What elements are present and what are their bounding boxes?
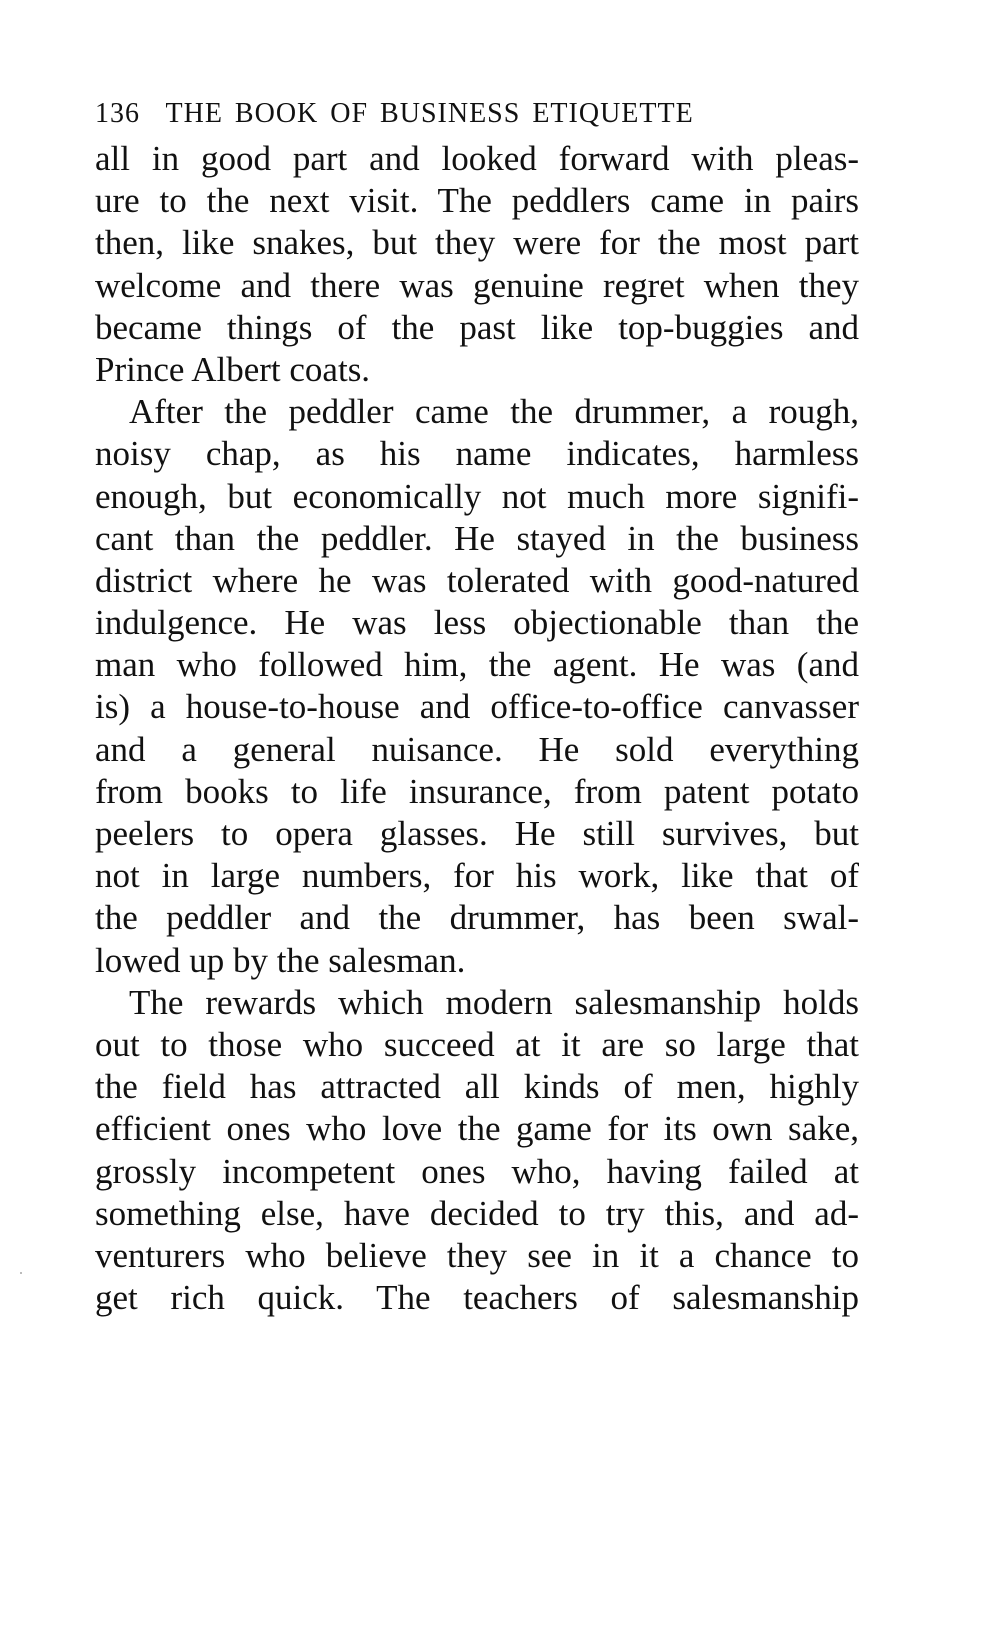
text-line: the peddler and the drummer, has been swal- [95,898,859,938]
text-line: indulgence. He was less objectionable than the [95,603,859,643]
text-line: venturers who believe they see in it a chance to [95,1235,859,1275]
text-line: man who followed him, the agent. He was (and [95,645,859,685]
text-line: something else, have decided to try this, and ad- [95,1193,859,1233]
text-line: from books to life insurance, from patent potato [95,771,859,811]
text-line: and a general nuisance. He sold everything [95,729,859,769]
text-line: out to those who succeed at it are so large that [95,1024,859,1064]
scan-speck [20,1272,22,1274]
text-line: ure to the next visit. The peddlers came in pairs [95,181,859,221]
running-head [95,98,859,138]
page-number: 136 [95,98,140,129]
text-line: welcome and there was genuine regret when they [95,265,859,305]
text-line: cant than the peddler. He stayed in the business [95,518,859,558]
paragraph-3 [95,982,859,1320]
book-page [95,98,859,1319]
paragraph-1 [95,138,859,391]
text-line: efficient ones who love the game for its own sake, [95,1109,859,1149]
text-line: district where he was tolerated with good-natured [95,560,859,600]
text-line: then, like snakes, but they were for the most part [95,223,859,263]
text-line: After the peddler came the drummer, a rough, [129,392,859,432]
text-line: peelers to opera glasses. He still survives, but [95,814,859,853]
text-line: became things of the past like top-buggies and [95,307,859,347]
text-line: get rich quick. The teachers of salesmanship [95,1278,859,1318]
text-line: Prince Albert coats. [95,349,371,389]
text-line: not in large numbers, for his work, like that of [95,856,859,896]
text-line: the field has attracted all kinds of men, highly [95,1067,859,1107]
text-line: noisy chap, as his name indicates, harmless [95,434,859,474]
text-line: lowed up by the salesman. [95,940,466,980]
text-line: is) a house-to-house and office-to-office canvasser [95,687,859,727]
text-line: grossly incompetent ones who, having failed at [95,1151,859,1191]
text-line: enough, but economically not much more signifi- [95,476,859,516]
text-line: The rewards which modern salesmanship holds [129,982,859,1022]
running-title: THE BOOK OF BUSINESS ETIQUETTE [165,98,694,129]
paragraph-2 [95,391,859,982]
text-line: all in good part and looked forward with pleas- [95,139,859,178]
